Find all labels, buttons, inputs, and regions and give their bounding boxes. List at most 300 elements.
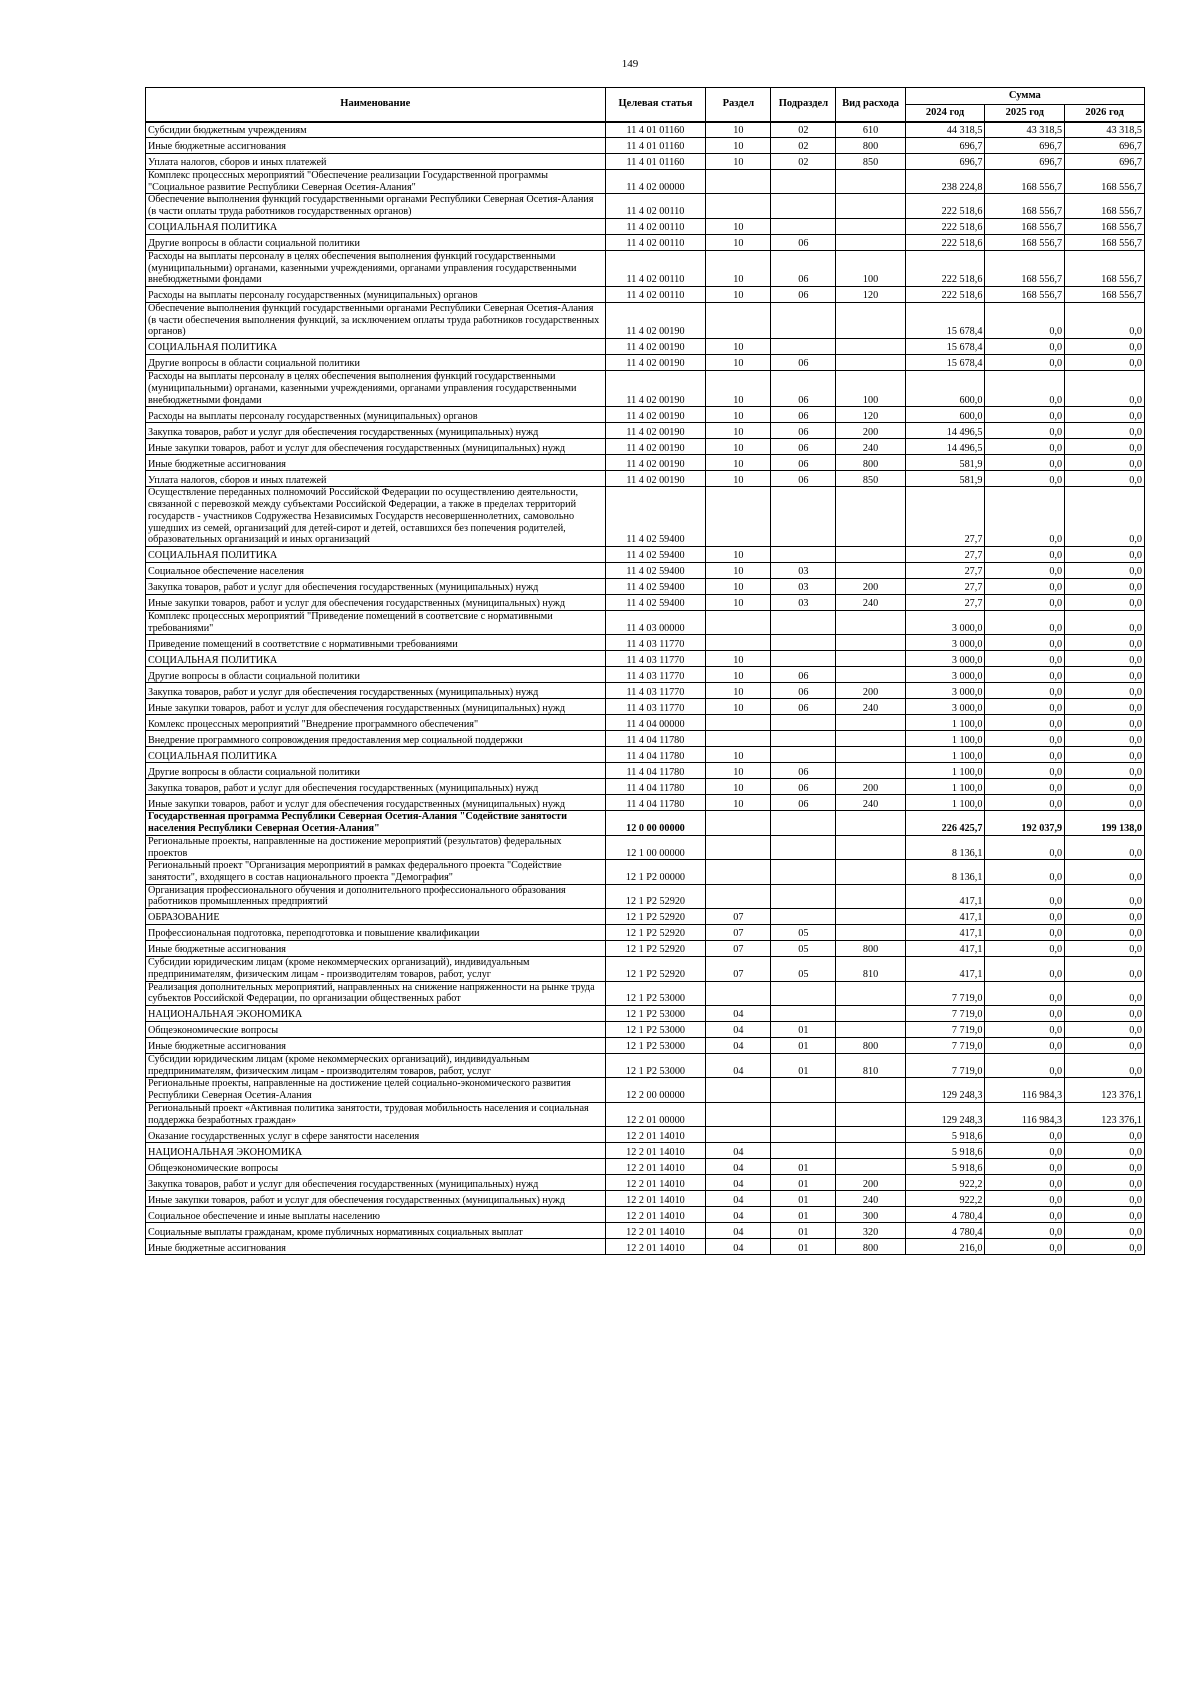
cell-sum-2026: 0,0	[1065, 715, 1145, 731]
cell-sum-2024: 222 518,6	[905, 194, 985, 218]
table-row	[146, 339, 1145, 355]
cell-subsection: 06	[771, 471, 836, 487]
cell-expense-type	[836, 811, 905, 835]
cell-sum-2024: 15 678,4	[905, 355, 985, 371]
cell-sum-2024: 222 518,6	[905, 234, 985, 250]
cell-name: Иные закупки товаров, работ и услуг для обеспечения государственных (муниципальных) нужд	[146, 439, 606, 455]
cell-name: Комлекс процессных мероприятий "Внедрение программного обеспечения"	[146, 715, 606, 731]
cell-sum-2024: 3 000,0	[905, 635, 985, 651]
cell-sum-2024: 27,7	[905, 562, 985, 578]
cell-sum-2026: 0,0	[1065, 562, 1145, 578]
table-row	[146, 1143, 1145, 1159]
table-row	[146, 1191, 1145, 1207]
table-row	[146, 667, 1145, 683]
cell-expense-type	[836, 981, 905, 1005]
cell-expense-type	[836, 667, 905, 683]
cell-subsection: 06	[771, 779, 836, 795]
cell-subsection: 06	[771, 683, 836, 699]
cell-section: 07	[706, 909, 771, 925]
table-row	[146, 1006, 1145, 1022]
cell-name: Региональный проект "Организация мероприятий в рамках федерального проекта "Содействие занятости", входящего в состав национального проекта "Демография"	[146, 860, 606, 884]
cell-target-code: 11 4 04 00000	[605, 715, 706, 731]
table-row	[146, 957, 1145, 981]
cell-section	[706, 170, 771, 194]
cell-subsection	[771, 981, 836, 1005]
cell-expense-type	[836, 925, 905, 941]
cell-target-code: 12 1 P2 52920	[605, 909, 706, 925]
table-row	[146, 635, 1145, 651]
cell-sum-2025: 0,0	[985, 909, 1065, 925]
cell-sum-2025: 116 984,3	[985, 1102, 1065, 1126]
cell-sum-2024: 3 000,0	[905, 651, 985, 667]
cell-target-code: 11 4 02 00190	[605, 303, 706, 339]
cell-sum-2024: 417,1	[905, 957, 985, 981]
cell-sum-2024: 226 425,7	[905, 811, 985, 835]
cell-sum-2026: 0,0	[1065, 747, 1145, 763]
cell-sum-2024: 4 780,4	[905, 1207, 985, 1223]
cell-sum-2026: 0,0	[1065, 1239, 1145, 1255]
cell-target-code: 11 4 02 00190	[605, 371, 706, 407]
cell-sum-2026: 0,0	[1065, 1175, 1145, 1191]
cell-expense-type	[836, 339, 905, 355]
cell-sum-2026: 168 556,7	[1065, 194, 1145, 218]
table-row	[146, 1239, 1145, 1255]
cell-subsection: 05	[771, 957, 836, 981]
cell-section: 10	[706, 578, 771, 594]
cell-target-code: 12 1 P2 53000	[605, 1022, 706, 1038]
cell-subsection: 01	[771, 1207, 836, 1223]
cell-sum-2025: 0,0	[985, 1239, 1065, 1255]
cell-subsection: 01	[771, 1175, 836, 1191]
cell-sum-2024: 7 719,0	[905, 1006, 985, 1022]
cell-expense-type	[836, 546, 905, 562]
cell-subsection	[771, 747, 836, 763]
cell-name: Закупка товаров, работ и услуг для обеспечения государственных (муниципальных) нужд	[146, 779, 606, 795]
cell-sum-2025: 0,0	[985, 487, 1065, 547]
cell-sum-2024: 3 000,0	[905, 683, 985, 699]
cell-expense-type	[836, 170, 905, 194]
cell-sum-2024: 3 000,0	[905, 699, 985, 715]
cell-section: 07	[706, 925, 771, 941]
cell-sum-2026: 0,0	[1065, 1006, 1145, 1022]
cell-section: 10	[706, 250, 771, 286]
cell-sum-2025: 0,0	[985, 957, 1065, 981]
cell-expense-type	[836, 860, 905, 884]
cell-sum-2026: 0,0	[1065, 651, 1145, 667]
cell-sum-2025: 168 556,7	[985, 218, 1065, 234]
cell-name: Иные бюджетные ассигнования	[146, 1038, 606, 1054]
cell-sum-2026: 168 556,7	[1065, 234, 1145, 250]
cell-sum-2024: 129 248,3	[905, 1078, 985, 1102]
header-year-2024: 2024 год	[905, 105, 985, 122]
cell-sum-2024: 3 000,0	[905, 610, 985, 634]
cell-expense-type: 200	[836, 683, 905, 699]
cell-sum-2025: 0,0	[985, 562, 1065, 578]
cell-sum-2025: 0,0	[985, 594, 1065, 610]
cell-subsection	[771, 487, 836, 547]
cell-sum-2026: 0,0	[1065, 1191, 1145, 1207]
cell-sum-2026: 0,0	[1065, 1223, 1145, 1239]
cell-target-code: 12 2 01 14010	[605, 1143, 706, 1159]
cell-sum-2025: 0,0	[985, 699, 1065, 715]
cell-section: 04	[706, 1207, 771, 1223]
cell-name: Внедрение программного сопровождения предоставления мер социальной поддержки	[146, 731, 606, 747]
cell-sum-2026: 0,0	[1065, 779, 1145, 795]
cell-subsection: 01	[771, 1022, 836, 1038]
cell-subsection	[771, 1078, 836, 1102]
cell-sum-2024: 216,0	[905, 1239, 985, 1255]
cell-expense-type: 300	[836, 1207, 905, 1223]
cell-name: Обеспечение выполнения функций государственными органами Республики Северная Осетия-Алания (в части обеспечения выполнения функций, за исключением оплаты труда работников государственных органов)	[146, 303, 606, 339]
cell-name: Другие вопросы в области социальной политики	[146, 763, 606, 779]
cell-expense-type: 200	[836, 779, 905, 795]
cell-target-code: 12 2 01 00000	[605, 1102, 706, 1126]
cell-name: ОБРАЗОВАНИЕ	[146, 909, 606, 925]
cell-subsection: 06	[771, 234, 836, 250]
cell-sum-2026: 168 556,7	[1065, 218, 1145, 234]
cell-section: 04	[706, 1175, 771, 1191]
cell-expense-type	[836, 487, 905, 547]
cell-section: 04	[706, 1054, 771, 1078]
cell-name: Реализация дополнительных мероприятий, направленных на снижение напряженности на рынке труда субъектов Российской Федерации, по организации общественных работ	[146, 981, 606, 1005]
table-row	[146, 941, 1145, 957]
cell-target-code: 12 0 00 00000	[605, 811, 706, 835]
cell-expense-type	[836, 1127, 905, 1143]
cell-section	[706, 811, 771, 835]
cell-sum-2026: 0,0	[1065, 884, 1145, 908]
table-row	[146, 218, 1145, 234]
cell-subsection	[771, 651, 836, 667]
cell-expense-type	[836, 747, 905, 763]
cell-sum-2024: 1 100,0	[905, 779, 985, 795]
cell-section: 10	[706, 683, 771, 699]
cell-target-code: 11 4 02 00110	[605, 250, 706, 286]
cell-sum-2025: 0,0	[985, 715, 1065, 731]
cell-target-code: 11 4 03 11770	[605, 635, 706, 651]
cell-sum-2026: 0,0	[1065, 578, 1145, 594]
cell-name: Обеспечение выполнения функций государственными органами Республики Северная Осетия-Алания (в части оплаты труда работников государственных органов)	[146, 194, 606, 218]
cell-sum-2026: 0,0	[1065, 1022, 1145, 1038]
cell-subsection: 06	[771, 355, 836, 371]
cell-sum-2024: 8 136,1	[905, 860, 985, 884]
cell-expense-type	[836, 835, 905, 859]
cell-sum-2026: 0,0	[1065, 925, 1145, 941]
cell-target-code: 11 4 03 11770	[605, 683, 706, 699]
table-row	[146, 699, 1145, 715]
cell-section: 04	[706, 1159, 771, 1175]
cell-name: Закупка товаров, работ и услуг для обеспечения государственных (муниципальных) нужд	[146, 683, 606, 699]
cell-section: 10	[706, 154, 771, 170]
cell-sum-2024: 4 780,4	[905, 1223, 985, 1239]
cell-sum-2026: 0,0	[1065, 1159, 1145, 1175]
header-year-2026: 2026 год	[1065, 105, 1145, 122]
cell-section: 10	[706, 439, 771, 455]
cell-sum-2024: 1 100,0	[905, 715, 985, 731]
cell-subsection	[771, 1143, 836, 1159]
cell-sum-2026: 0,0	[1065, 1127, 1145, 1143]
cell-target-code: 12 2 01 14010	[605, 1207, 706, 1223]
cell-name: Расходы на выплаты персоналу в целях обеспечения выполнения функций государственными (муниципальными) органами, казенными учреждениями, органами управления государственными внебюджетными фондами	[146, 371, 606, 407]
cell-subsection: 01	[771, 1191, 836, 1207]
table-row	[146, 287, 1145, 303]
cell-name: Уплата налогов, сборов и иных платежей	[146, 154, 606, 170]
cell-subsection: 01	[771, 1159, 836, 1175]
cell-target-code: 11 4 02 00110	[605, 218, 706, 234]
cell-section	[706, 1078, 771, 1102]
cell-subsection: 06	[771, 250, 836, 286]
cell-sum-2025: 0,0	[985, 941, 1065, 957]
cell-name: Социальное обеспечение населения	[146, 562, 606, 578]
cell-sum-2025: 0,0	[985, 860, 1065, 884]
cell-section: 07	[706, 941, 771, 957]
cell-target-code: 12 1 P2 53000	[605, 981, 706, 1005]
cell-name: Приведение помещений в соответствие с нормативными требованиями	[146, 635, 606, 651]
cell-target-code: 11 4 01 01160	[605, 122, 706, 138]
cell-section: 04	[706, 1191, 771, 1207]
table-row	[146, 471, 1145, 487]
cell-subsection: 03	[771, 594, 836, 610]
cell-target-code: 11 4 02 59400	[605, 546, 706, 562]
cell-target-code: 11 4 02 00190	[605, 355, 706, 371]
cell-expense-type	[836, 635, 905, 651]
cell-sum-2025: 0,0	[985, 455, 1065, 471]
table-row	[146, 909, 1145, 925]
cell-expense-type	[836, 610, 905, 634]
cell-sum-2024: 581,9	[905, 455, 985, 471]
cell-target-code: 11 4 02 59400	[605, 487, 706, 547]
cell-sum-2024: 417,1	[905, 909, 985, 925]
table-row	[146, 138, 1145, 154]
cell-target-code: 11 4 04 11780	[605, 795, 706, 811]
cell-expense-type	[836, 1006, 905, 1022]
table-row	[146, 355, 1145, 371]
cell-sum-2025: 168 556,7	[985, 194, 1065, 218]
cell-sum-2024: 696,7	[905, 154, 985, 170]
cell-name: Государственная программа Республики Северная Осетия-Алания "Содействие занятости населения Республики Северная Осетия-Алания"	[146, 811, 606, 835]
cell-section	[706, 731, 771, 747]
cell-section: 10	[706, 546, 771, 562]
cell-sum-2026: 43 318,5	[1065, 122, 1145, 138]
cell-section: 04	[706, 1223, 771, 1239]
cell-subsection: 06	[771, 423, 836, 439]
cell-name: Региональные проекты, направленные на достижение целей социально-экономического развития Республики Северная Осетия-Алания	[146, 1078, 606, 1102]
cell-name: Другие вопросы в области социальной политики	[146, 355, 606, 371]
cell-name: Профессиональная подготовка, переподготовка и повышение квалификации	[146, 925, 606, 941]
cell-sum-2024: 238 224,8	[905, 170, 985, 194]
cell-sum-2025: 0,0	[985, 1191, 1065, 1207]
table-row	[146, 1127, 1145, 1143]
table-row	[146, 795, 1145, 811]
cell-target-code: 11 4 04 11780	[605, 779, 706, 795]
cell-section	[706, 487, 771, 547]
table-row	[146, 1207, 1145, 1223]
cell-name: Иные закупки товаров, работ и услуг для обеспечения государственных (муниципальных) нужд	[146, 795, 606, 811]
cell-name: Иные бюджетные ассигнования	[146, 1239, 606, 1255]
cell-sum-2024: 417,1	[905, 941, 985, 957]
cell-target-code: 11 4 01 01160	[605, 154, 706, 170]
cell-section: 10	[706, 339, 771, 355]
cell-name: Иные бюджетные ассигнования	[146, 455, 606, 471]
table-row	[146, 578, 1145, 594]
cell-sum-2024: 14 496,5	[905, 423, 985, 439]
cell-subsection	[771, 731, 836, 747]
cell-sum-2025: 0,0	[985, 1207, 1065, 1223]
cell-name: Расходы на выплаты персоналу в целях обеспечения выполнения функций государственными (муниципальными) органами, казенными учреждениями, органами управления государственными внебюджетными фондами	[146, 250, 606, 286]
table-row	[146, 1159, 1145, 1175]
cell-subsection	[771, 339, 836, 355]
cell-section: 10	[706, 138, 771, 154]
cell-subsection: 03	[771, 562, 836, 578]
cell-section: 10	[706, 779, 771, 795]
cell-sum-2025: 0,0	[985, 981, 1065, 1005]
cell-target-code: 11 4 03 00000	[605, 610, 706, 634]
cell-sum-2025: 0,0	[985, 683, 1065, 699]
cell-target-code: 11 4 02 00110	[605, 287, 706, 303]
cell-target-code: 11 4 04 11780	[605, 763, 706, 779]
cell-subsection	[771, 715, 836, 731]
table-row	[146, 1223, 1145, 1239]
cell-sum-2026: 0,0	[1065, 981, 1145, 1005]
cell-sum-2025: 0,0	[985, 925, 1065, 941]
cell-sum-2026: 0,0	[1065, 371, 1145, 407]
cell-sum-2024: 417,1	[905, 925, 985, 941]
cell-target-code: 12 1 P2 52920	[605, 925, 706, 941]
table-row	[146, 835, 1145, 859]
cell-name: СОЦИАЛЬНАЯ ПОЛИТИКА	[146, 218, 606, 234]
cell-section: 10	[706, 455, 771, 471]
cell-name: НАЦИОНАЛЬНАЯ ЭКОНОМИКА	[146, 1006, 606, 1022]
cell-sum-2025: 0,0	[985, 835, 1065, 859]
cell-subsection	[771, 835, 836, 859]
cell-target-code: 11 4 02 00190	[605, 407, 706, 423]
cell-subsection: 02	[771, 138, 836, 154]
cell-section: 10	[706, 423, 771, 439]
cell-sum-2025: 0,0	[985, 795, 1065, 811]
cell-sum-2026: 0,0	[1065, 667, 1145, 683]
cell-expense-type: 100	[836, 250, 905, 286]
cell-name: Организация профессионального обучения и дополнительного профессионального образования работников промышленных предприятий	[146, 884, 606, 908]
cell-name: Субсидии юридическим лицам (кроме некоммерческих организаций), индивидуальным предпринимателям, физическим лицам - производителям товаров, работ, услуг	[146, 957, 606, 981]
cell-sum-2026: 696,7	[1065, 138, 1145, 154]
cell-name: Другие вопросы в области социальной политики	[146, 234, 606, 250]
cell-target-code: 12 2 01 14010	[605, 1127, 706, 1143]
cell-expense-type: 810	[836, 957, 905, 981]
cell-expense-type: 810	[836, 1054, 905, 1078]
cell-section: 10	[706, 667, 771, 683]
cell-section	[706, 635, 771, 651]
cell-subsection: 06	[771, 407, 836, 423]
cell-sum-2025: 0,0	[985, 355, 1065, 371]
cell-expense-type	[836, 763, 905, 779]
cell-sum-2026: 0,0	[1065, 594, 1145, 610]
cell-sum-2025: 0,0	[985, 1175, 1065, 1191]
cell-sum-2025: 0,0	[985, 578, 1065, 594]
cell-subsection	[771, 811, 836, 835]
cell-name: Оказание государственных услуг в сфере занятости населения	[146, 1127, 606, 1143]
cell-sum-2025: 0,0	[985, 1223, 1065, 1239]
cell-expense-type	[836, 1159, 905, 1175]
cell-target-code: 11 4 02 00190	[605, 339, 706, 355]
cell-subsection	[771, 303, 836, 339]
cell-sum-2025: 0,0	[985, 407, 1065, 423]
cell-expense-type: 850	[836, 471, 905, 487]
cell-sum-2024: 1 100,0	[905, 731, 985, 747]
cell-expense-type: 800	[836, 941, 905, 957]
cell-sum-2024: 222 518,6	[905, 250, 985, 286]
cell-subsection	[771, 909, 836, 925]
cell-sum-2025: 0,0	[985, 1022, 1065, 1038]
table-row	[146, 546, 1145, 562]
cell-expense-type: 800	[836, 1239, 905, 1255]
cell-section: 10	[706, 355, 771, 371]
table-row	[146, 715, 1145, 731]
cell-sum-2026: 123 376,1	[1065, 1078, 1145, 1102]
header-year-2025: 2025 год	[985, 105, 1065, 122]
cell-sum-2025: 0,0	[985, 339, 1065, 355]
cell-subsection: 01	[771, 1038, 836, 1054]
table-row	[146, 651, 1145, 667]
cell-name: Уплата налогов, сборов и иных платежей	[146, 471, 606, 487]
table-row	[146, 731, 1145, 747]
cell-subsection: 06	[771, 763, 836, 779]
cell-sum-2024: 27,7	[905, 594, 985, 610]
cell-sum-2026: 0,0	[1065, 455, 1145, 471]
cell-expense-type: 800	[836, 138, 905, 154]
cell-target-code: 12 1 P2 53000	[605, 1054, 706, 1078]
cell-sum-2025: 0,0	[985, 763, 1065, 779]
cell-sum-2026: 168 556,7	[1065, 287, 1145, 303]
cell-name: Другие вопросы в области социальной политики	[146, 667, 606, 683]
cell-sum-2024: 27,7	[905, 578, 985, 594]
cell-expense-type	[836, 562, 905, 578]
cell-sum-2025: 0,0	[985, 1006, 1065, 1022]
cell-sum-2025: 0,0	[985, 1038, 1065, 1054]
cell-target-code: 11 4 02 00190	[605, 423, 706, 439]
table-row	[146, 811, 1145, 835]
cell-sum-2025: 0,0	[985, 779, 1065, 795]
cell-expense-type	[836, 355, 905, 371]
cell-expense-type	[836, 731, 905, 747]
cell-subsection: 06	[771, 667, 836, 683]
cell-sum-2024: 7 719,0	[905, 1038, 985, 1054]
cell-name: Субсидии юридическим лицам (кроме некоммерческих организаций), индивидуальным предпринимателям, физическим лицам - производителям товаров, работ, услуг	[146, 1054, 606, 1078]
table-row	[146, 170, 1145, 194]
cell-expense-type: 240	[836, 1191, 905, 1207]
cell-section: 10	[706, 218, 771, 234]
cell-expense-type	[836, 909, 905, 925]
cell-section: 10	[706, 471, 771, 487]
cell-sum-2025: 0,0	[985, 610, 1065, 634]
cell-sum-2025: 696,7	[985, 138, 1065, 154]
cell-subsection: 06	[771, 795, 836, 811]
cell-sum-2025: 192 037,9	[985, 811, 1065, 835]
cell-sum-2025: 0,0	[985, 546, 1065, 562]
table-row	[146, 683, 1145, 699]
cell-sum-2025: 0,0	[985, 303, 1065, 339]
cell-sum-2024: 600,0	[905, 407, 985, 423]
cell-target-code: 11 4 03 11770	[605, 667, 706, 683]
cell-sum-2025: 0,0	[985, 1054, 1065, 1078]
table-row	[146, 303, 1145, 339]
cell-subsection	[771, 884, 836, 908]
cell-sum-2024: 15 678,4	[905, 339, 985, 355]
cell-section: 04	[706, 1239, 771, 1255]
cell-sum-2025: 0,0	[985, 884, 1065, 908]
cell-sum-2024: 27,7	[905, 546, 985, 562]
table-row	[146, 1175, 1145, 1191]
cell-section: 10	[706, 122, 771, 138]
cell-expense-type	[836, 651, 905, 667]
